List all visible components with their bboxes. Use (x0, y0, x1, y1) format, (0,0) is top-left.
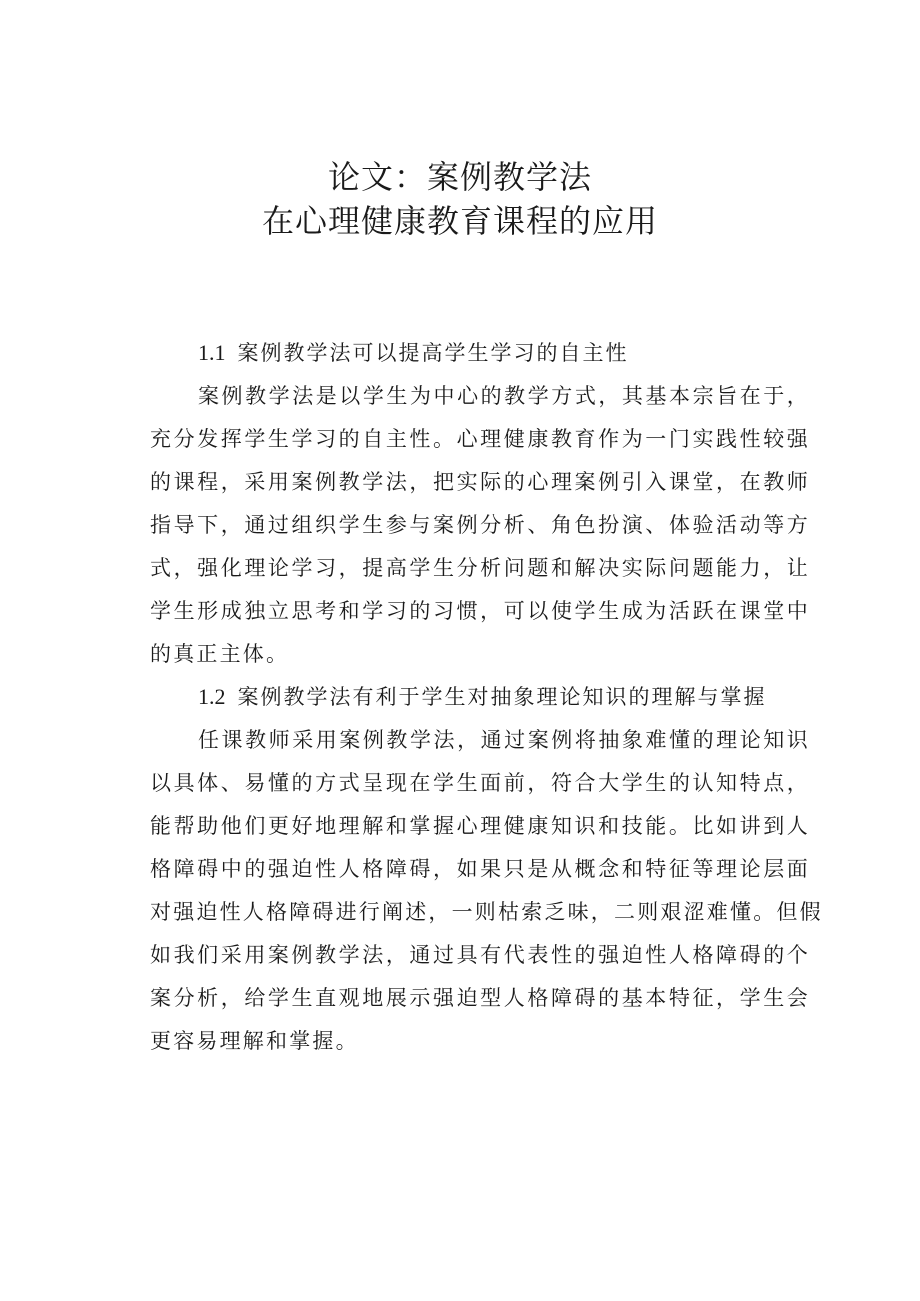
document-title-line-1: 论文：案例教学法 (327, 158, 592, 196)
paragraph-line: 更容易理解和掌握。 (150, 1029, 359, 1053)
section-heading-text: 案例教学法可以提高学生学习的自主性 (237, 341, 629, 365)
paragraph-line: 格障碍中的强迫性人格障碍，如果只是从概念和特征等理论层面 (150, 857, 810, 881)
paragraph-line: 指导下，通过组织学生参与案例分析、角色扮演、体验活动等方 (150, 513, 810, 537)
paragraph-line: 对强迫性人格障碍进行阐述，一则枯索乏味，二则艰涩难懂。但假 (150, 900, 823, 924)
section-number: 1.1 (198, 340, 226, 365)
paragraph-line: 如我们采用案例教学法，通过具有代表性的强迫性人格障碍的个 (150, 943, 810, 967)
paragraph-line: 案分析，给学生直观地展示强迫型人格障碍的基本特征，学生会 (150, 986, 810, 1010)
section-heading-text: 案例教学法有利于学生对抽象理论知识的理解与掌握 (237, 685, 767, 709)
section-number: 1.2 (198, 684, 226, 709)
section-1-2-heading (198, 676, 767, 718)
document-title-line-2: 在心理健康教育课程的应用 (261, 202, 658, 240)
paragraph-line: 案例教学法是以学生为中心的教学方式，其基本宗旨在于， (198, 384, 810, 408)
paragraph-line: 能帮助他们更好地理解和掌握心理健康知识和技能。比如讲到人 (150, 814, 810, 838)
paragraph-line: 充分发挥学生学习的自主性。心理健康教育作为一门实践性较强 (150, 427, 810, 451)
section-1-1-heading (198, 332, 629, 374)
paragraph-line: 的真正主体。 (150, 642, 290, 666)
paragraph-line: 任课教师采用案例教学法，通过案例将抽象难懂的理论知识 (198, 728, 810, 752)
paragraph-line: 学生形成独立思考和学习的习惯，可以使学生成为活跃在课堂中 (150, 599, 810, 623)
paragraph-line: 式，强化理论学习，提高学生分析问题和解决实际问题能力，让 (150, 556, 810, 580)
paragraph-line: 的课程，采用案例教学法，把实际的心理案例引入课堂，在教师 (150, 470, 810, 494)
paragraph-line: 以具体、易懂的方式呈现在学生面前，符合大学生的认知特点， (150, 771, 810, 795)
